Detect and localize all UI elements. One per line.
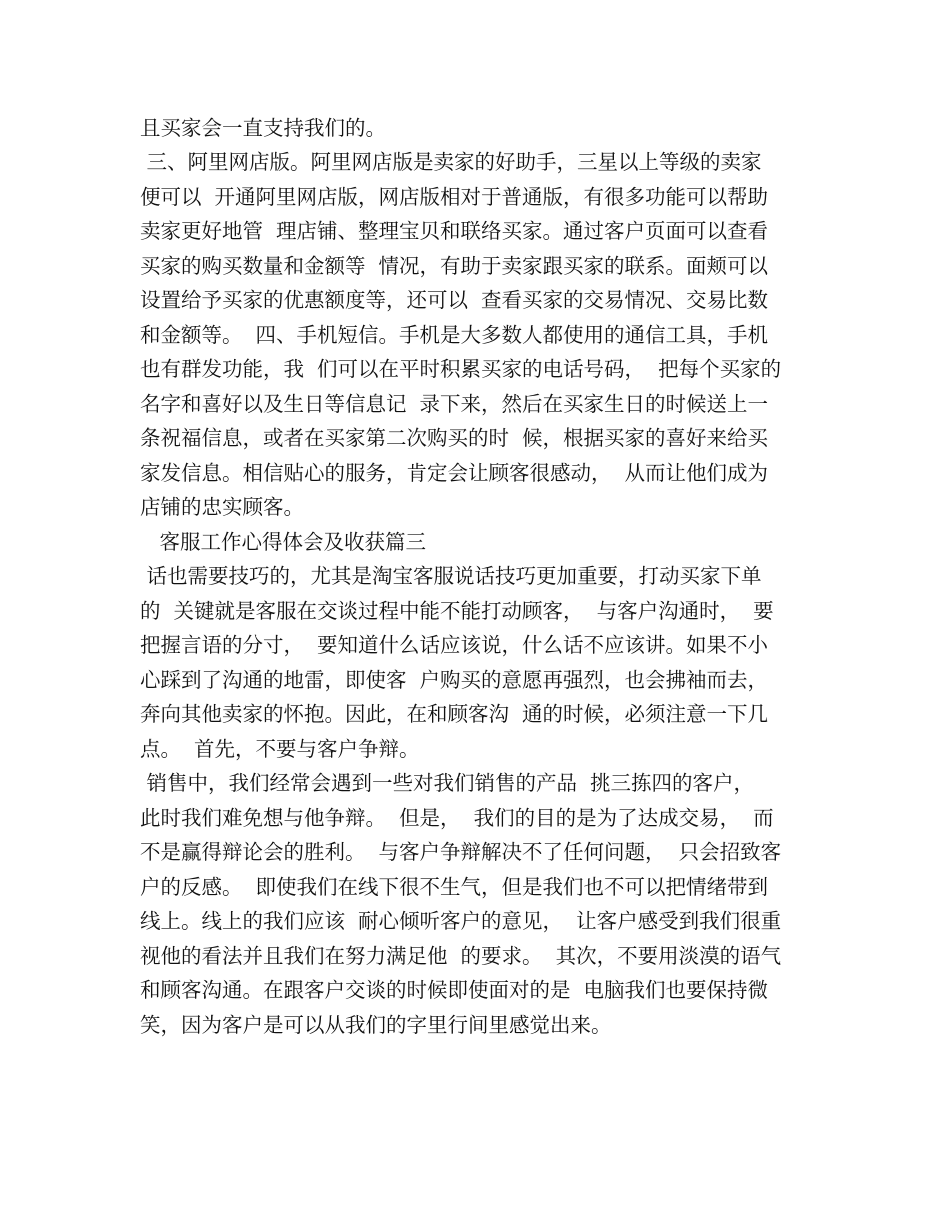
text-line: 线上。线上的我们应该 耐心倾听客户的意见， 让客户感受到我们很重 bbox=[140, 909, 782, 933]
text-line: 笑，因为客户是可以从我们的字里行间里感觉出来。 bbox=[140, 1013, 612, 1037]
text-line: 视他的看法并且我们在努力满足他 的要求。 其次，不要用淡漠的语气 bbox=[140, 944, 782, 968]
text-line: 设置给予买家的优惠额度等，还可以 查看买家的交易情况、交易比数 bbox=[140, 288, 769, 312]
text-line: 店铺的忠实顾客。 bbox=[140, 495, 304, 519]
text-line: 三、阿里网店版。阿里网店版是卖家的好助手，三星以上等级的卖家 bbox=[140, 150, 762, 174]
text-line: 话也需要技巧的，尤其是淘宝客服说话技巧更加重要，打动买家下单 bbox=[140, 564, 762, 588]
text-line: 此时我们难免想与他争辩。 但是， 我们的目的是为了达成交易， 而 bbox=[140, 806, 774, 830]
text-line: 和顾客沟通。在跟客户交谈的时候即使面对的是 电脑我们也要保持微 bbox=[140, 978, 769, 1002]
text-line: 把握言语的分寸， 要知道什么话应该说，什么话不应该讲。如果不小 bbox=[140, 633, 769, 657]
text-line: 的 关键就是客服在交谈过程中能不能打动顾客， 与客户沟通时， 要 bbox=[140, 599, 774, 623]
text-line: 卖家更好地管 理店铺、整理宝贝和联络买家。通过客户页面可以查看 bbox=[140, 219, 769, 243]
text-line: 便可以 开通阿里网店版，网店版相对于普通版，有很多功能可以帮助 bbox=[140, 185, 769, 209]
text-line: 且买家会一直支持我们的。 bbox=[140, 116, 386, 140]
text-line: 家发信息。相信贴心的服务，肯定会让顾客很感动， 从而让他们成为 bbox=[140, 461, 769, 485]
text-line: 也有群发功能，我 们可以在平时积累买家的电话号码， 把每个买家的 bbox=[140, 357, 782, 381]
section-heading: 客服工作心得体会及收获篇三 bbox=[140, 530, 427, 554]
text-line: 和金额等。 四、手机短信。手机是大多数人都使用的通信工具，手机 bbox=[140, 323, 769, 347]
text-line: 条祝福信息，或者在买家第二次购买的时 候，根据买家的喜好来给买 bbox=[140, 426, 769, 450]
text-line: 点。 首先，不要与客户争辩。 bbox=[140, 737, 420, 761]
text-line: 名字和喜好以及生日等信息记 录下来，然后在买家生日的时候送上一 bbox=[140, 392, 769, 416]
text-line: 不是赢得辩论会的胜利。 与客户争辩解决不了任何问题， 只会招致客 bbox=[140, 840, 782, 864]
text-line: 销售中，我们经常会遇到一些对我们销售的产品 挑三拣四的客户， bbox=[140, 771, 755, 795]
text-line: 户的反感。 即使我们在线下很不生气，但是我们也不可以把情绪带到 bbox=[140, 875, 769, 899]
text-line: 奔向其他卖家的怀抱。因此，在和顾客沟 通的时候，必须注意一下几 bbox=[140, 702, 769, 726]
text-line: 买家的购买数量和金额等 情况，有助于卖家跟买家的联系。面颊可以 bbox=[140, 254, 769, 278]
text-line: 心踩到了沟通的地雷，即使客 户购买的意愿再强烈，也会拂袖而去， bbox=[140, 668, 769, 692]
